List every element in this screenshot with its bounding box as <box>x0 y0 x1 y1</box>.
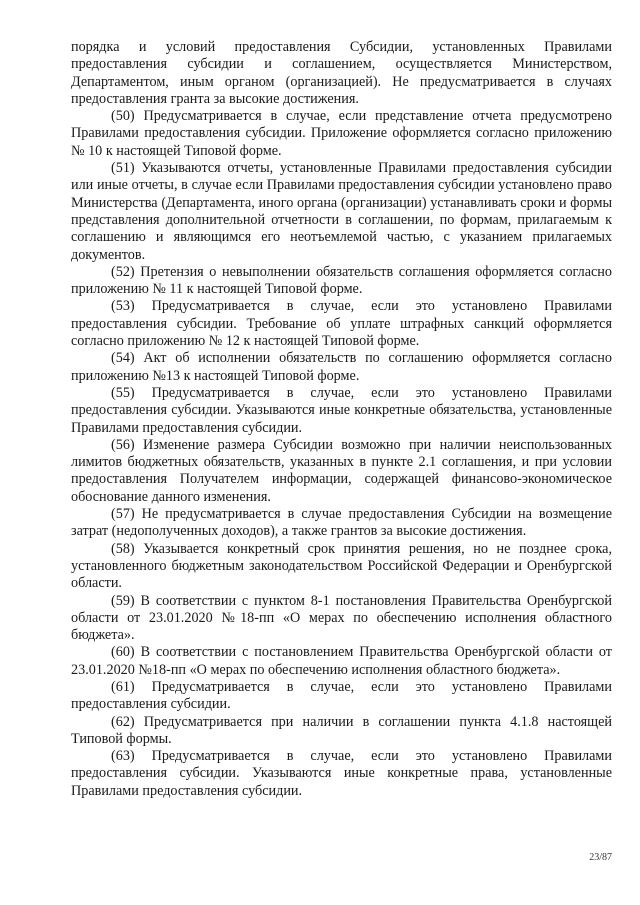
page-number: 23/87 <box>589 852 612 863</box>
footnote-57: (57) Не предусматривается в случае предоставления Субсидии на возмещение затрат (недополученных доходов), а также грантов за высокие достижения. <box>71 506 612 540</box>
footnote-53: (53) Предусматривается в случае, если это установлено Правилами предоставления субсидии. Требование об уплате штрафных санкций оформляется согласно приложению № 12 к настоящей Типовой форме. <box>71 298 612 350</box>
footnote-58: (58) Указывается конкретный срок принятия решения, но не позднее срока, установленного бюджетным законодательством Российской Федерации и Оренбургской области. <box>71 540 612 592</box>
footnote-63: (63) Предусматривается в случае, если это установлено Правилами предоставления субсидии. Указываются иные конкретные права, установленные Правилами предоставления субсидии. <box>71 748 612 799</box>
footnote-59: (59) В соответствии с пунктом 8-1 постановления Правительства Оренбургской области от 23.01.2020 №18-пп «О мерах по обеспечению исполнения областного бюджета». <box>71 592 612 644</box>
footnote-54: (54) Акт об исполнении обязательств по соглашению оформляется согласно приложению №13 к настоящей Типовой форме. <box>71 350 612 384</box>
footnote-50: (50) Предусматривается в случае, если представление отчета предусмотрено Правилами предоставления субсидии. Приложение оформляется согласно приложению № 10 к настоящей Типовой форме. <box>71 108 612 159</box>
footnote-60: (60) В соответствии с постановлением Правительства Оренбургской области от 23.01.2020 №18-пп «О мерах по обеспечению исполнения областного бюджета». <box>71 644 612 678</box>
paragraph-continuation: порядка и условий предоставления Субсидии, установленных Правилами предоставления субсидии и соглашением, осуществляется Министерством, Департаментом, иным органом (организацией). Не предусматривается в случаях предоставления гранта за высокие достижения. <box>71 39 612 107</box>
footnote-55: (55) Предусматривается в случае, если это установлено Правилами предоставления субсидии. Указываются иные конкретные обязательства, установленные Правилами предоставления субсидии. <box>71 384 612 436</box>
footnote-52: (52) Претензия о невыполнении обязательств соглашения оформляется согласно приложению № 11 к настоящей Типовой форме. <box>71 263 612 298</box>
footnote-61: (61) Предусматривается в случае, если это установлено Правилами предоставления субсидии. <box>71 678 612 713</box>
footnote-62: (62) Предусматривается при наличии в соглашении пункта 4.1.8 настоящей Типовой формы. <box>71 713 612 747</box>
footnote-51: (51) Указываются отчеты, установленные Правилами предоставления субсидии или иные отчеты, в случае если Правилами предоставления субсидии установлено право Министерства (Департамента, иного органа (организации) устанавливать сроки и формы представления дополнительной отчетности в соглашении, по формам, прилагаемым к соглашению и являющимся его неотъемлемой частью, с указанием прилагаемых документов. <box>71 160 612 263</box>
footnote-56: (56) Изменение размера Субсидии возможно при наличии неиспользованных лимитов бюджетных обязательств, указанных в пункте 2.1 соглашения, и при условии предоставления Получателем информации, содержащей финансово-экономическое обоснование данного изменения. <box>71 436 612 505</box>
document-page <box>71 39 612 800</box>
